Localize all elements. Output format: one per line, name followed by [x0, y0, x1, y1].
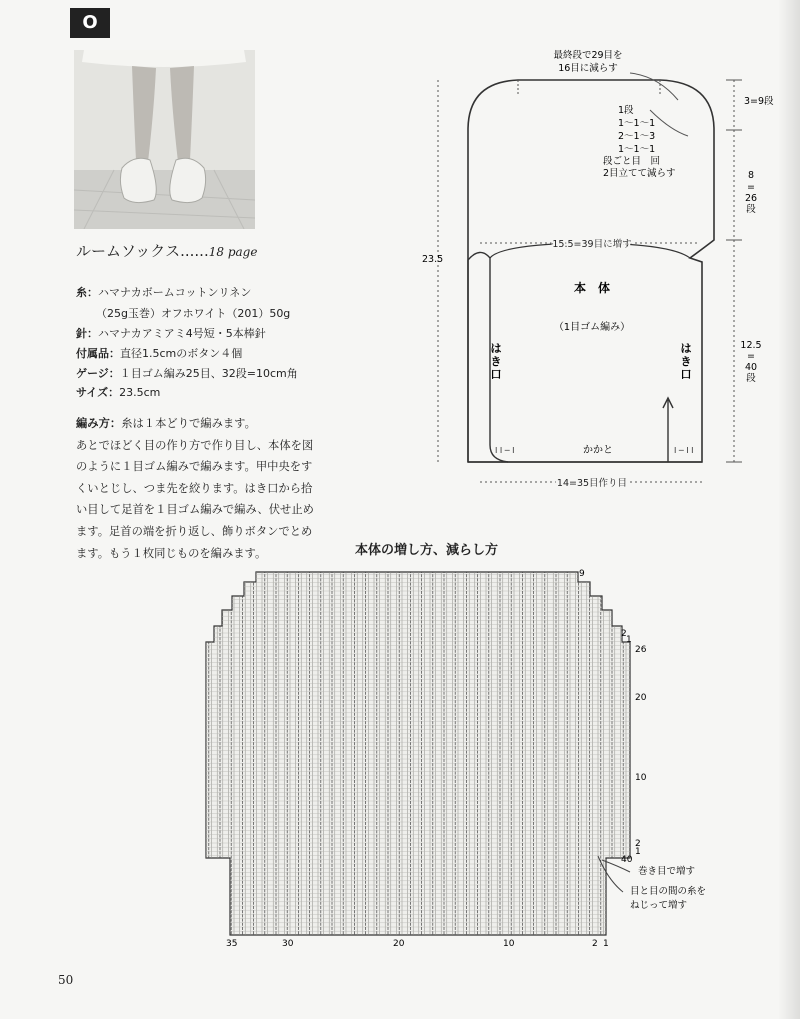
dec-note-line: 2目立てて減らす	[603, 168, 676, 179]
dec-note-line: 1～1～1	[618, 118, 656, 129]
material-yarn: 糸：ハマナカボームコットンリネン	[76, 286, 252, 299]
opening-right-label: は	[680, 342, 692, 355]
row-label: 1	[635, 847, 641, 857]
opening-left-label: き	[490, 355, 502, 368]
schematic-diagram	[420, 40, 780, 500]
instructions-line: ます。足首の端を折り返し、飾りボタンでとめ	[76, 524, 313, 538]
instructions-line: い目して足首を１目ゴム編みで編み、伏せ止め	[76, 503, 314, 517]
instructions	[76, 413, 358, 564]
bottom-width-label: 14=35目作り目	[556, 478, 628, 489]
svg-text:I ─ I I: I ─ I I	[674, 446, 694, 455]
page-ref: 18 page	[208, 245, 258, 259]
col-label: 35	[226, 939, 238, 949]
col-label: 2	[592, 939, 598, 949]
legend-increase-3: ねじって増す	[630, 900, 688, 911]
title-dots: ......	[180, 242, 209, 260]
pattern-title	[76, 240, 257, 261]
opening-left-label: は	[490, 342, 502, 355]
col-label: 20	[393, 939, 405, 949]
instructions-line: くいとじし、つま先を絞ります。はき口から拾	[76, 481, 313, 495]
svg-text:I I ─ I: I I ─ I	[495, 446, 515, 455]
material-needles: 針：ハマナカアミアミ4号短・5本棒針	[76, 327, 266, 340]
opening-right-label: き	[680, 355, 692, 368]
right-bot-label: =	[747, 351, 755, 362]
material-size: サイズ：23.5cm	[76, 386, 161, 399]
instructions-line: あとでほどく目の作り方で作り目し、本体を図	[76, 438, 314, 452]
right-mid-label: 段	[746, 204, 756, 215]
col-label: 10	[503, 939, 515, 949]
legend-increase-2: 目と目の間の糸を	[630, 886, 707, 897]
row-label: 40	[621, 855, 633, 865]
page-edge-shadow	[778, 0, 800, 1019]
material-notions: 付属品：直径1.5cmのボタン４個	[76, 347, 243, 360]
instructions-line: ます。もう１枚同じものを編みます。	[76, 546, 267, 560]
right-bot-label: 段	[746, 373, 756, 384]
width-increase-label: 15.5=39目に増す	[552, 239, 632, 250]
row-label: 10	[635, 773, 647, 783]
knitting-chart	[198, 560, 728, 955]
dec-note-line: 段ごと目 回	[603, 156, 661, 167]
material-gauge: ゲージ：１目ゴム編み25目、32段=10cm角	[76, 367, 298, 380]
row-label: 20	[635, 693, 647, 703]
right-bot-label: 12.5	[740, 340, 762, 351]
body-subtitle: （1目ゴム編み）	[553, 322, 631, 333]
material-yarn-detail: （25g玉巻）オフホワイト（201）50g	[96, 307, 291, 320]
row-label: 1	[626, 635, 632, 645]
right-mid-label: 8	[747, 170, 755, 181]
legend-increase-1: 巻き目で増す	[638, 866, 696, 877]
row-label: 2	[621, 629, 627, 639]
body-title: 本 体	[573, 281, 611, 295]
col-label: 30	[282, 939, 294, 949]
chart-title: 本体の増し方、減らし方	[355, 543, 499, 558]
right-bot-label: 40	[744, 362, 758, 373]
item-name: ルームソックス	[76, 242, 181, 260]
product-photo	[74, 50, 255, 229]
col-label: 1	[603, 939, 609, 949]
page-number: 50	[58, 973, 74, 987]
opening-left-label: 口	[490, 368, 502, 381]
top-note-2: 16目に減らす	[558, 63, 618, 74]
chart-grid	[206, 570, 630, 935]
body-outline	[468, 80, 714, 462]
left-total-label: 23.5	[422, 254, 444, 265]
right-mid-label: 26	[744, 193, 758, 204]
top-note-1: 最終段で29目を	[553, 50, 623, 61]
pattern-badge: O	[70, 8, 110, 38]
dec-note-line: 2～1～3	[618, 131, 656, 142]
row-label: 2	[635, 839, 641, 849]
right-top-label: 3=9段	[744, 96, 774, 107]
heel-label: かかと	[583, 445, 613, 456]
row-label: 9	[579, 569, 585, 579]
right-mid-label: =	[747, 182, 755, 193]
row-label: 26	[635, 645, 647, 655]
instructions-line: のように１目ゴム編みで編みます。甲中央をす	[76, 460, 313, 474]
opening-right-label: 口	[680, 368, 692, 381]
instructions-first-line: 編み方：糸は１本どりで編みます。	[76, 417, 256, 430]
dec-note-line: 1～1～1	[618, 144, 656, 155]
dec-note-line: 1段	[618, 105, 634, 116]
